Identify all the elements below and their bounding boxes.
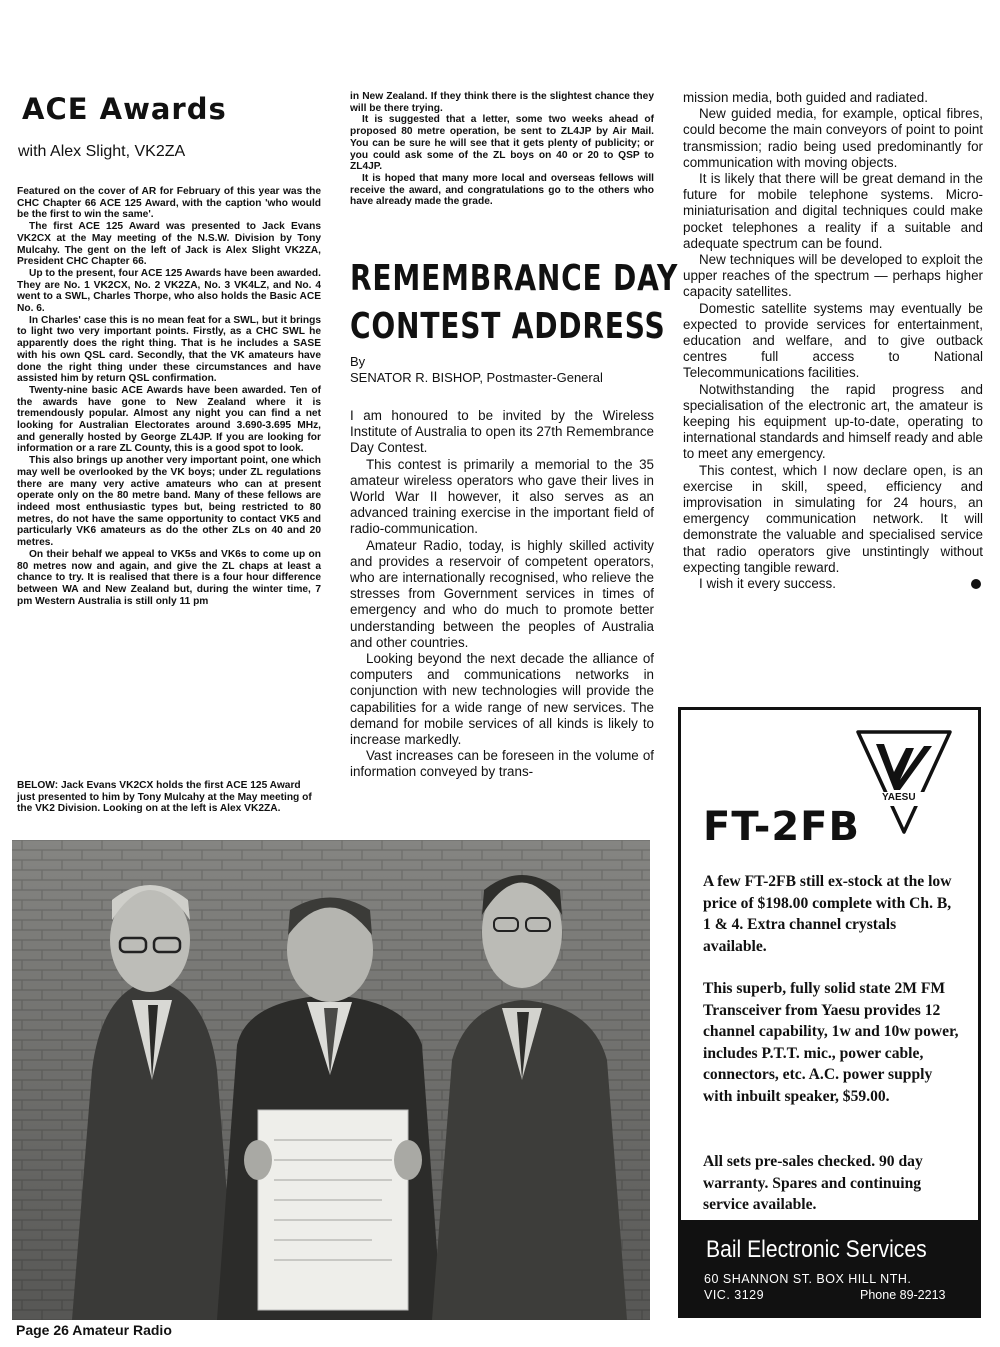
rd-byline — [350, 354, 603, 386]
yaesu-advertisement — [678, 707, 981, 1223]
ace-paragraph: On their behalf we appeal to VK5s and VK6s to come up on 80 metres now and again, and give the ZL chaps at least a chance to try. It is realised that there is a four hour difference between WA and New Zealand but, during the winter time, 7 pm Western Australia is still only 11 pm — [17, 548, 321, 607]
rd-by: By — [350, 354, 366, 369]
rd-paragraph: New techniques will be developed to exploit the upper reaches of the spectrum — perhaps higher capacity satellites. — [683, 252, 983, 300]
yaesu-logo-text: YAESU — [882, 792, 916, 803]
award-photo — [12, 840, 650, 1320]
rd-paragraph: mission media, both guided and radiated. — [683, 90, 928, 105]
rd-closing: I wish it every success. — [699, 576, 836, 592]
ace-article-continued — [350, 91, 654, 208]
ace-paragraph: The first ACE 125 Award was presented to Jack Evans VK2CX at the May meeting of the N.S.W. Division by Tony Mulcahy. The gent on the left of Jack is Alex Slight VK2ZA, President CHC Chapter 66. — [17, 221, 321, 268]
ace-paragraph: Up to the present, four ACE 125 Awards have been awarded. They are No. 1 VK2CX, No. 2 VK2ZA, No. 3 VK4LZ, and No. 4 went to a SWL, Charles Thorpe, who also holds the Basic ACE No. 6. — [17, 267, 321, 315]
ad-paragraph-3: All sets pre-sales checked. 90 day warranty. Spares and continuing service available. — [703, 1153, 923, 1213]
rd-paragraph: Notwithstanding the rapid progress and specialisation of the electronic art, the amateur is keeping his equipment up-to-date, operating to international standards and himself ready and able to meet any emergency. — [683, 381, 983, 462]
ad-address-line-1: 60 SHANNON ST. BOX HILL NTH. — [704, 1272, 912, 1286]
ace-article-body — [17, 186, 321, 607]
rd-paragraph: I am honoured to be invited by the Wireless Institute of Australia to open its 27th Remembrance Day Contest. — [350, 408, 654, 456]
ace-awards-title: ACE Awards — [22, 92, 227, 126]
rd-paragraph: Looking beyond the next decade the alliance of computers and communications networks in conjunction with new technologies will provide the capabilities for a wide range of new services. The demand for mobile services of all kinds is likely to increase markedly. — [350, 651, 654, 748]
rd-body-col2 — [350, 408, 654, 781]
ad-paragraph-1: A few FT-2FB still ex-stock at the low price of $198.00 complete with Ch. B, 1 & 4. Extra channel crystals available. — [703, 873, 952, 955]
rd-paragraph: Vast increases can be foreseen in the volume of information conveyed by trans- — [350, 748, 654, 780]
rd-body-col3 — [683, 90, 983, 592]
ace-paragraph: Featured on the cover of AR for February of this year was the CHC Chapter 66 ACE 125 Award, with the caption 'who would be the first to win the same'. — [17, 186, 321, 221]
rd-title-line-1: REMEMBRANCE DAY — [350, 258, 679, 299]
rd-paragraph — [683, 576, 983, 592]
rd-title-line-2: CONTEST ADDRESS — [350, 306, 666, 347]
photo-caption: BELOW: Jack Evans VK2CX holds the first ACE 125 Award just presented to him by Tony Mulcahy at the May meeting of the VK2 Division. Looking on at the left is Alex VK2ZA. — [17, 780, 312, 815]
ace-paragraph: In Charles' case this is no mean feat for a SWL, but it brings to light two very important points. Firstly, as a CHC SWL he apparently does the right thing. That is he includes a SASE with his own QSL card. Secondly, that the VK amateurs have done the right thing under these circumstances and have assisted him by return QSL confirmation. — [17, 314, 321, 385]
ace-awards-byline: with Alex Slight, VK2ZA — [18, 143, 186, 160]
rd-paragraph: This contest is primarily a memorial to the 35 amateur wireless operators who gave their lives in World War II however, it also serves as an advanced training exercise in the important field of radio-communication. — [350, 456, 654, 537]
ace-paragraph: Twenty-nine basic ACE Awards have been awarded. Ten of the awards have gone to New Zealand where it is tremendously popular. Almost any night you can find a net looking for Australian Electorates around 3.690-3.695 MHz, and generally hosted by George ZL4JP. If you are looking for information or a rare ZL County, this is a good spot to look. — [17, 384, 321, 455]
ace-paragraph: This also brings up another very important point, one which may well be overlooked by the VK boys; under ZL regulations there are many very active amateurs who can at present operate only on the 80 metre band. Many of these fellows are indeed most enthusiastic types but, being restricted to 80 metres, do not have the same opportunity to contact VK5 and particularly VK6 amateurs as do the other ZLs on 40 and 20 metres. — [17, 455, 321, 549]
ad-model-title: FT-2FB — [703, 804, 860, 850]
award-photo-illustration — [12, 840, 650, 1320]
rd-author: SENATOR R. BISHOP, Postmaster-General — [350, 370, 603, 385]
rd-paragraph: It is likely that there will be great demand in the future for mobile telephone systems. Micro-miniaturisation and digital techniques could make pocket telephones a reality if a suitable and adequate spectrum can be found. — [683, 171, 983, 251]
ad-company-banner — [678, 1222, 981, 1318]
end-mark-icon — [971, 579, 981, 589]
ad-paragraph-2: This superb, fully solid state 2M FM Transceiver from Yaesu provides 12 channel capability, 1w and 10w power, includes P.T.T. mic., power cable, connectors, etc. A.C. power supply with inbuilt speaker, $59.00. — [703, 980, 959, 1105]
rd-paragraph: New guided media, for example, optical fibres, could become the main conveyors of point to point transmission; radio being used predominantly for communication with moving objects. — [683, 106, 983, 170]
page-footer: Page 26 Amateur Radio — [16, 1322, 172, 1338]
rd-paragraph: This contest, which I now declare open, is an exercise in skill, speed, efficiency and improvisation in simulating for 24 hours, an emergency communication network. It will demonstrate the valuable and specialised service that radio operators give unstintingly without expecting tangible reward. — [683, 462, 983, 575]
ace-continued-paragraph: It is suggested that a letter, some two weeks ahead of proposed 80 metre operation, be sent to ZL4JP by Air Mail. You can be sure he will see that it gets plenty of publicity; or you could ask some of the ZL boys on 40 or 20 to QSP to ZL4JP. — [350, 114, 654, 173]
ad-phone: Phone 89-2213 — [860, 1288, 946, 1302]
yaesu-logo-icon — [854, 728, 954, 838]
ace-continued-paragraph: in New Zealand. If they think there is the slightest chance they will be there trying. — [350, 91, 654, 114]
ad-address-line-2: VIC. 3129 — [704, 1288, 765, 1302]
ace-continued-paragraph: It is hoped that many more local and overseas fellows will receive the award, and congratulations go to the others who have already made the grade. — [350, 172, 654, 208]
rd-paragraph: Domestic satellite systems may eventually be expected to provide services for entertainment, education and welfare, and to give outback centres full access to National Telecommunications facilities. — [683, 300, 983, 381]
ad-company-name: Bail Electronic Services — [706, 1236, 927, 1263]
rd-paragraph: Amateur Radio, today, is highly skilled activity and provides a reservoir of competent operators, who are internationally recognised, who relieve the stresses from Government services in times of emergency and who do much to promote better understanding between the peoples of Australia and other countries. — [350, 537, 654, 650]
